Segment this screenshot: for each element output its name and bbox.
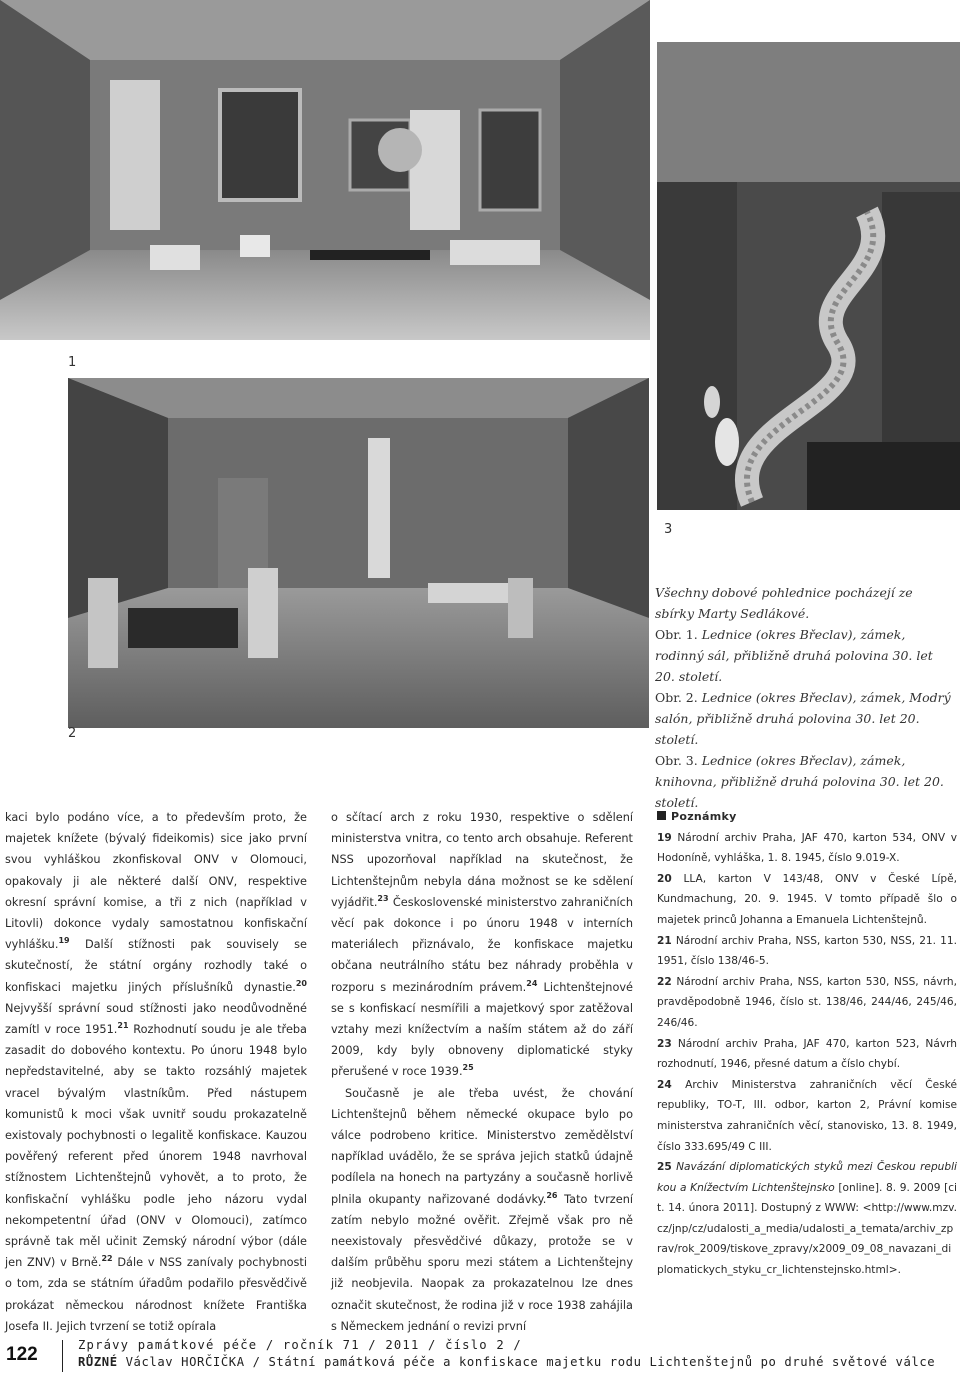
note-item: 20 LLA, karton V 143/48, ONV v České Lípě, Kundmachung, 20. 9. 1945. V tomto případě šlo o majetek princů Johanna a Emanuela Lichtenštejnů. — [657, 872, 957, 926]
footer-divider — [62, 1340, 63, 1372]
footnote-ref-25[interactable]: 25 — [462, 1063, 474, 1073]
body-column-2 — [331, 807, 633, 1337]
footnote-ref-21[interactable]: 21 — [117, 1021, 129, 1031]
caption-obr-1: Obr. 1. Lednice (okres Břeclav), zámek, rodinný sál, přibližně druhá polovina 30. let 20. století. — [655, 627, 933, 684]
note-item: 23 Národní archiv Praha, JAF 470, karton 523, Návrh rozhodnutí, 1946, přesné datum a číslo chybí. — [657, 1037, 957, 1071]
figure-number-3: 3 — [664, 522, 673, 537]
footnote-ref-19[interactable]: 19 — [58, 936, 70, 946]
footnote-ref-20[interactable]: 20 — [295, 978, 307, 988]
paragraph: Současně je ale třeba uvést, že chování Lichtenštejnů během německé okupace bylo po válce podrobeno kritice. Ministerstvo zemědělství například uvádělo, že se správa jejich statků údajně podílela na honech na partyzány a současně horlivě plnila okupanty nařizované dodávky.$^{26}$ Tato tvrzení zatím nebylo možné ověřit. Zřejmě však pro ně neexistovaly přesvědčivé důkazy, protože se v dalším průběhu sporu mezi státem a Lichtenštejny již neobjevila. Naopak za prokazatelnou lze dnes označit skutečnost, že rodina již v roce 1938 zahájila s Německem jednání o revizi první — [331, 1086, 633, 1333]
photo-knihovna — [657, 42, 960, 510]
footnote-ref-26[interactable]: 26 — [546, 1190, 558, 1200]
caption-obr-2: Obr. 2. Lednice (okres Břeclav), zámek, Modrý salón, přibližně druhá polovina 30. let 20. století. — [655, 690, 951, 747]
notes-heading: Poznámky — [657, 807, 957, 828]
figure-captions — [655, 582, 955, 813]
footnote-ref-24[interactable]: 24 — [526, 978, 538, 988]
note-item: 22 Národní archiv Praha, NSS, karton 530, NSS, návrh, pravděpodobně 1946, číslo st. 138/46, 244/46, 245/46, 246/46. — [657, 975, 958, 1029]
note-item: 19 Národní archiv Praha, JAF 470, karton 534, ONV v Hodoníně, vyhláška, 1. 8. 1945, číslo 9.019-X. — [657, 831, 957, 865]
figure-number-1: 1 — [68, 355, 77, 370]
page-number: 122 — [6, 1344, 38, 1365]
figure-number-2: 2 — [68, 726, 77, 741]
photo-rodinny-sal — [0, 0, 650, 340]
body-column-1 — [5, 807, 307, 1337]
journal-info: Zprávy památkové péče / ročník 71 / 2011 / číslo 2 / — [78, 1338, 522, 1352]
square-bullet-icon — [657, 811, 666, 820]
note-item: 24 Archiv Ministerstva zahraničních věcí České republiky, TO-T, III. odbor, karton 2, Právní komise ministerstva zahraničních věcí, stanovisko, 13. 8. 1949, číslo 333.695/49 C III. — [657, 1078, 957, 1153]
article-info: RŮZNÉ Václav HORČIČKA / Státní památková péče a konfiskace majetku rodu Lichtenštejnů po druhé světové válce — [78, 1355, 936, 1369]
note-item: 25 Navázání diplomatických styků mezi Českou republikou a Knížectvím Lichtenštejnsko [online]. 8. 9. 2009 [cit. 14. února 2011]. Dostupný z WWW: <http://www.mzv.cz/jnp/cz/udalosti_a_media/udalosti_a_temata/archiv_zprav/rok_2009/tiskove_zpravy/x2009_09_08_navazani_diplomatickych_styku_cr_lichtenstejnsko.html>. — [657, 1161, 957, 1277]
page-footer — [0, 1330, 960, 1375]
caption-obr-3: Obr. 3. Lednice (okres Břeclav), zámek, knihovna, přibližně druhá polovina 30. let 20. století. — [655, 753, 944, 810]
footnote-ref-22[interactable]: 22 — [101, 1254, 113, 1264]
notes-column — [657, 807, 957, 1281]
photo-modry-salon — [68, 378, 649, 728]
caption-credit: Všechny dobové pohlednice pocházejí ze sbírky Marty Sedlákové. — [655, 585, 913, 621]
paragraph: kaci bylo podáno více, a to především proto, že majetek knížete (bývalý fideikomis) sice jako první svou vyhláškou zkonfiskoval ONV v Olomouci, opakovaly ji ale některé další ONV, respektive okresní správní komise, a tři z nich (například v Litovli) dokonce vydaly samostatnou konfiskační vyhlášku.$^{19}$ Další stížnosti pak souvisely se skutečností, že státní orgány rozhodly také o konfiskaci majetku jiných příslušníků dynastie.$^{20}$ Nejvyšší správní soud stížnosti jako neodůvodněné zamítl v roce 1951.21 Rozhodnutí soudu je ale třeba zasadit do dobového kontextu. Po únoru 1948 bylo nepředstavitelné, aby se takto rozsáhlý majetek vracel bývalým vlastníkům. Před nástupem komunistů k moci však uvnitř soudu prokazatelně existovaly pochybnosti o legalitě konfiskace. Kauzou pověřený referent před únorem 1948 navrhoval stížnostem Lichtenštejnů vyhovět, a to proto, že konfiskační vyhlášku podle jeho názoru vydal nekompetentní úřad (ONV v Olomouci), zatímco správně tak měl učinit Zemský národní výbor (dále jen ZNV) v Brně.$^{22}$ Dále v NSS zanívaly pochybnosti o tom, zda se státním úřadům podařilo přesvědčivě prokázat německou národnost knížete Františka Josefa II. Jejich tvrzení se totiž opírala — [5, 811, 308, 1333]
paragraph: o sčítací arch z roku 1930, respektive o sdělení ministerstva vnitra, co tento arch obsahuje. Referent NSS upozorňoval například na skutečnost, že Lichtenštejnům nebyla dána možnost se ke sdělení vyjádřit.$^{23}$ Československé ministerstvo zahraničních věcí pak dokonce i po únoru 1948 v interních materiálech přiznávalo, že konfiskace majetku občana neutrálního státu bez náhrady proběhla v rozporu s mezinárodním právem.$^{24}$ Lichtenštejnové se s konfiskací nesmířili a majetkový spor zatěžoval vztahy mezi knížectvím a naším státem až do září 2009, kdy byly obnoveny diplomatické styky přerušené v roce 1939.25 — [331, 811, 634, 1079]
note-item: 21 Národní archiv Praha, NSS, karton 530, NSS, 21. 11. 1951, číslo 138/46-5. — [657, 934, 957, 968]
footnote-ref-23[interactable]: 23 — [377, 894, 389, 904]
